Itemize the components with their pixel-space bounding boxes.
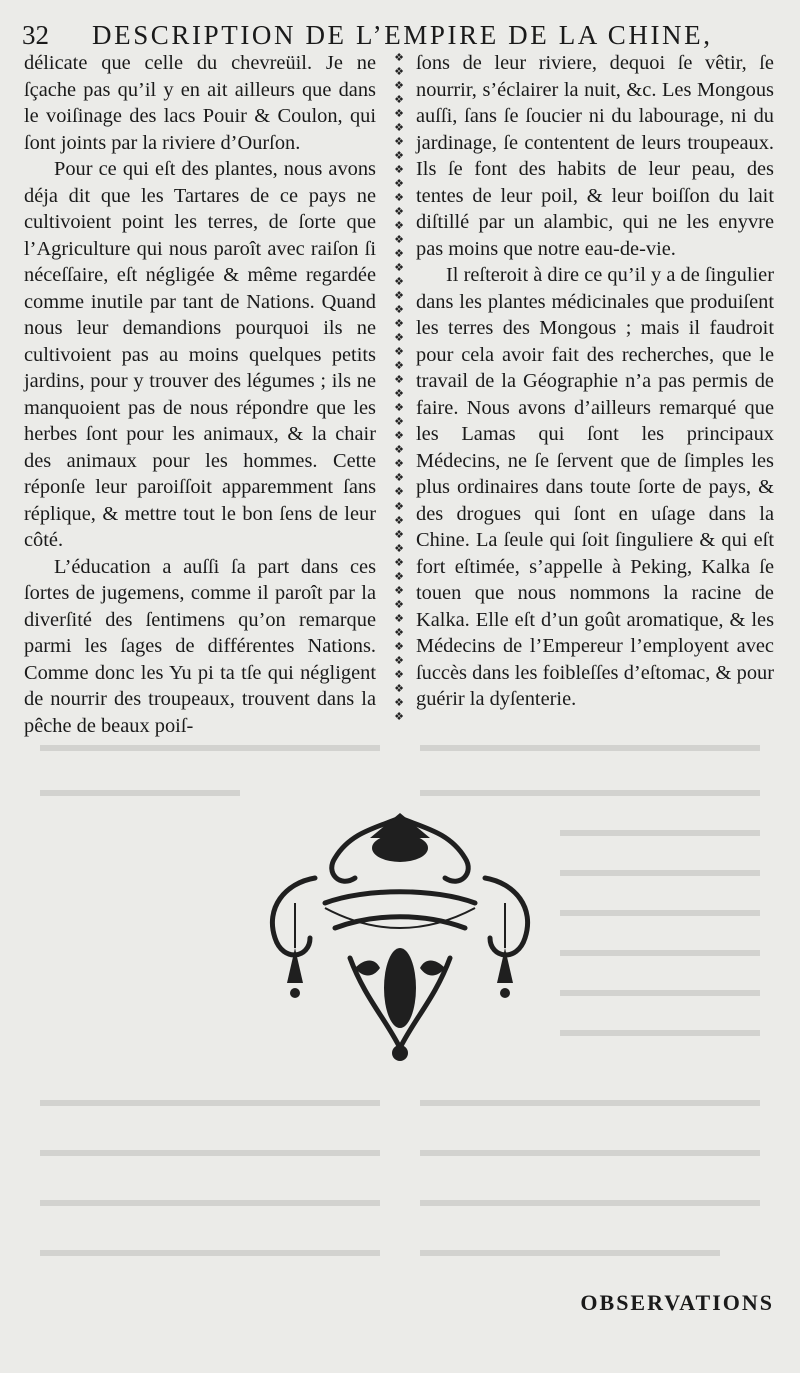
fleuron-glyph: ❖: [394, 163, 404, 177]
decorative-vignette: [255, 808, 545, 1062]
paragraph: ſons de leur riviere, dequoi ſe vêtir, ſe nourrir, s’éclairer la nuit, &c. Les Mongous auſſi, ſans ſe ſoucier ni du labourage, ni du jardinage, ſe contentent de leurs troupeaux. Ils ſe font des habits de leur peau, des tentes de leur poil, & leur boiſſon du lait diſtillé par un alambic, qui ne les enyvre pas moins que notre eau-de-vie.: [416, 52, 774, 260]
fleuron-glyph: ❖: [394, 219, 404, 233]
fleuron-glyph: ❖: [394, 499, 404, 513]
paragraph: Pour ce qui eſt des plantes, nous avons déja dit que les Tartares de ce pays ne cultivoient point les terres, de ſorte que l’Agriculture qui nous paroît avec raiſon ſi néceſſaire, eſt négligée & même regardée comme inutile par tant de Nations. Quand nous leur demandions pourquoi ils ne cultivoient pas au moins quelques petits jardins, pour y trouver des légumes ; ils ne manquoient pas de nous répondre que les herbes ſont pour les animaux, & la chair des animaux pour les hommes. Cette réponſe leur paroiſſoit apparemment ſans réplique, & mettre tout le bon ſens de leur côté.: [24, 158, 376, 551]
fleuron-glyph: ❖: [394, 289, 404, 303]
fleuron-glyph: ❖: [394, 359, 404, 373]
fleuron-glyph: ❖: [394, 135, 404, 149]
paragraph: Il reſteroit à dire ce qu’il y a de ſingulier dans les plantes médicinales que produiſent les terres des Mongous ; mais il faudroit pour cela avoir fait des recherches, que le travail de la Géographie n’a pas permis de faire. Nous avons d’ailleurs remarqué que les Lamas qui ſont les principaux Médecins, ne ſe ſervent que de ſimples les plus ordinaires dans toute ſorte de pays, & des drogues qui ſont en uſage dans la Chine. La ſeule qui ſoit ſinguliere & qui eſt fort eſtimée, s’appelle à Peking, Kalka ſe touen que nous nommons la racine de Kalka. Elle eſt d’un goût aromatique, & les Médecins de l’Empereur l’employent avec ſuccès dans les foibleſſes d’eſtomac, & pour guérir la dyſenterie.: [416, 264, 774, 710]
fleuron-glyph: ❖: [394, 51, 404, 64]
fleuron-glyph: ❖: [394, 149, 404, 163]
fleuron-glyph: ❖: [394, 345, 404, 359]
fleuron-glyph: ❖: [394, 373, 404, 387]
fleuron-glyph: ❖: [394, 205, 404, 219]
fleuron-glyph: ❖: [394, 261, 404, 275]
fleuron-glyph: ❖: [394, 317, 404, 331]
right-column: [416, 50, 774, 713]
fleuron-glyph: ❖: [394, 667, 404, 681]
fleuron-glyph: ❖: [394, 569, 404, 583]
fleuron-glyph: ❖: [394, 583, 404, 597]
fleuron-glyph: ❖: [394, 681, 404, 695]
fleuron-glyph: ❖: [394, 709, 404, 723]
fleuron-glyph: ❖: [394, 443, 404, 457]
fleuron-glyph: ❖: [394, 387, 404, 401]
fleuron-glyph: ❖: [394, 471, 404, 485]
fleuron-glyph: ❖: [394, 457, 404, 471]
fleuron-glyph: ❖: [394, 247, 404, 261]
fleuron-glyph: ❖: [394, 177, 404, 191]
fleuron-glyph: ❖: [394, 93, 404, 107]
fleuron-glyph: ❖: [394, 527, 404, 541]
fleuron-glyph: ❖: [394, 653, 404, 667]
fleuron-glyph: ❖: [394, 275, 404, 289]
fleuron-glyph: ❖: [394, 555, 404, 569]
fleuron-glyph: ❖: [394, 639, 404, 653]
fleuron-glyph: ❖: [394, 401, 404, 415]
fleuron-glyph: ❖: [394, 597, 404, 611]
catchword: OBSERVATIONS: [580, 1290, 774, 1315]
fleuron-glyph: ❖: [394, 611, 404, 625]
page-number: 32: [22, 20, 49, 50]
column-divider-ornament: [392, 52, 406, 722]
running-title: DESCRIPTION DE L’EMPIRE DE LA CHINE,: [92, 20, 713, 50]
paragraph: L’éducation a auſſi ſa part dans ces ſortes de jugemens, comme il paroît par la diverſité des ſentimens qu’on remarque parmi les ſages de différentes Nations. Comme donc les Yu pi ta tſe qui négligent de nourrir des troupeaux, trouvent dans la pêche de beaux poiſ-: [24, 555, 376, 737]
fleuron-glyph: ❖: [394, 191, 404, 205]
fleuron-glyph: ❖: [394, 485, 404, 499]
fleuron-glyph: ❖: [394, 415, 404, 429]
fleuron-glyph: ❖: [394, 695, 404, 709]
running-header: [22, 18, 782, 52]
fleuron-glyph: ❖: [394, 303, 404, 317]
fleuron-glyph: ❖: [394, 79, 404, 93]
fleuron-glyph: ❖: [394, 331, 404, 345]
fleuron-glyph: ❖: [394, 121, 404, 135]
fleuron-glyph: ❖: [394, 429, 404, 443]
paragraph: délicate que celle du chevreüil. Je ne ſçache pas qu’il y en ait ailleurs que dans le voiſinage des lacs Pouir & Coulon, qui ſont joints par la riviere d’Ourſon.: [24, 52, 376, 154]
fleuron-glyph: ❖: [394, 625, 404, 639]
fleuron-glyph: ❖: [394, 65, 404, 79]
fleuron-glyph: ❖: [394, 513, 404, 527]
fleuron-glyph: ❖: [394, 541, 404, 555]
left-column: [24, 50, 376, 739]
fleuron-glyph: ❖: [394, 107, 404, 121]
fleuron-glyph: ❖: [394, 233, 404, 247]
